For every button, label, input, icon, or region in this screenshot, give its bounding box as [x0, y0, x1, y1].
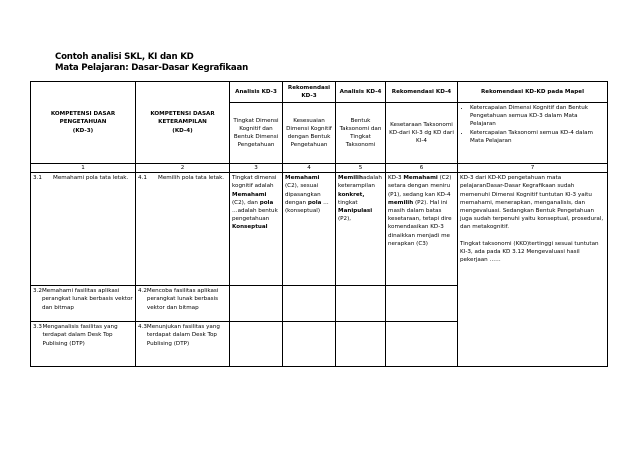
kd4-cell — [136, 173, 230, 286]
kd3-text: Menganalisis fasilitas yang terdapat dalam Desk Top Publising (DTP) — [42, 324, 118, 347]
analisis-kd4-cell: Memilihadalah keterampilan konkret, tingkat Manipulasi (P2), — [336, 173, 386, 286]
empty-cell — [336, 286, 386, 322]
document-heading — [55, 52, 248, 74]
kd3-code: 3.1 — [33, 175, 42, 182]
kd4-code: 4.2 — [138, 288, 147, 295]
sub-analisis-kd3: Tingkat Dimensi Kognitif dan Bentuk Dimensi Pengetahuan — [230, 103, 283, 164]
header-analisis-kd3: Analisis KD-3 — [230, 82, 283, 103]
kd3-cell — [31, 286, 136, 322]
heading-title: Contoh analisi SKL, KI dan KD — [55, 52, 194, 62]
column-number: 2 — [136, 164, 230, 173]
empty-cell — [230, 286, 283, 322]
empty-cell — [230, 322, 283, 367]
header-kd3: KOMPETENSI DASAR PENGETAHUAN (KD-3) — [31, 82, 136, 164]
empty-cell — [336, 322, 386, 367]
sub-analisis-kd4: Bentuk Taksonomi dan Tingkat Taksonomi — [336, 103, 386, 164]
header-rekom-kd3: Rekomendasi KD-3 — [283, 82, 336, 103]
analisis-kd3-cell: Tingkat dimensi kognitif adalah Memahami (C2), dan pola …adalah bentuk pengetahuan Konseptual — [230, 173, 283, 286]
empty-cell — [283, 286, 336, 322]
kdkd-taksonomi: Tingkat taksonomi (KKO)tertinggi sesuai tuntutan KI-3, ada pada KD 3.12 Mengevaluasi hasil pekerjaan …… — [460, 240, 599, 264]
kd4-code: 4.1 — [138, 175, 147, 182]
column-number: 1 — [31, 164, 136, 173]
rekom-bullet: • Ketercapaian Taksonomi semua KD-4 dalam Mata Pelajaran — [470, 129, 605, 145]
kd3-text: Memahami fasilitas aplikasi perangkat lunak berbasis vektor dan bitmap — [41, 288, 133, 311]
rekom-bullet-list — [460, 104, 605, 145]
sub-rekom-kd4: Kesetaraan Taksonomi KD-dari KI-3 dg KD dari KI-4 — [386, 103, 458, 164]
column-number: 4 — [283, 164, 336, 173]
kd4-cell — [136, 322, 230, 367]
empty-cell — [386, 286, 458, 322]
kd4-code: 4.3 — [138, 324, 147, 331]
kd3-text: Memahami pola tata letak. — [53, 175, 129, 182]
kdkd-summary: KD-3 dari KD-KD pengetahuan mata pelajaranDasar-Dasar Kegrafikaan sudah memenuhi Dimensi Kognitif tuntutan KI-3 yaitu memahami, menerapkan, menganalisis, dan mengevaluasi. Sedangkan Bentuk Pengetahuan juga sudah terpenuhi yaitu konseptual, prosedural, dan metakognitif. — [460, 175, 604, 231]
heading-subject: Mata Pelajaran: Dasar-Dasar Kegrafikaan — [55, 63, 249, 73]
header-rekom-kd4: Rekomendasi KD-4 — [386, 82, 458, 103]
rekom-kdkd-cell — [458, 173, 608, 367]
rekom-kd4-cell: KD-3 Memahami (C2) setara dengan meniru (P1), sedang kan KD-4 memilih (P2). Hal ini masih dalam batas kesetaraan, tetapi dire komendasikan KD-3 dinaikkan menjadi me nerapkan (C3) — [386, 173, 458, 286]
sub-rekom-kd3: Kesesuaian Dimensi Kognitif dengan Bentuk Pengetahuan — [283, 103, 336, 164]
kd4-text: Menunjukan fasilitas yang terdapat dalam Desk Top Publising (DTP) — [146, 324, 220, 347]
header-rekom-kdkd: Rekomendasi KD-KD pada Mapel — [458, 82, 608, 103]
kd4-text: Memilih pola tata letak. — [158, 175, 225, 182]
header-kd4: KOMPETENSI DASAR KETERAMPILAN (KD-4) — [136, 82, 230, 164]
column-number: 5 — [336, 164, 386, 173]
empty-cell — [283, 322, 336, 367]
column-number-row — [31, 164, 608, 173]
rekom-kd3-cell: Memahami (C2), sesuai dipasangkan dengan pola … (konseptual) — [283, 173, 336, 286]
column-number: 3 — [230, 164, 283, 173]
sub-rekom-kdkd — [458, 103, 608, 164]
empty-cell — [386, 322, 458, 367]
header-row — [31, 82, 608, 103]
kd3-cell — [31, 322, 136, 367]
kd4-text: Mencoba fasilitas aplikasi perangkat lunak berbasis vektor dan bitmap — [146, 288, 219, 311]
table-row — [31, 173, 608, 286]
kd4-cell — [136, 286, 230, 322]
kd3-code: 3.2 — [33, 288, 42, 295]
kd3-code: 3.3 — [33, 324, 42, 331]
analysis-table — [30, 81, 608, 367]
column-number: 7 — [458, 164, 608, 173]
column-number: 6 — [386, 164, 458, 173]
header-analisis-kd4: Analisis KD-4 — [336, 82, 386, 103]
rekom-bullet: • Ketercapaian Dimensi Kognitif dan Bentuk Pengetahuan semua KD-3 dalam Mata Pelajaran — [470, 104, 605, 129]
kd3-cell — [31, 173, 136, 286]
